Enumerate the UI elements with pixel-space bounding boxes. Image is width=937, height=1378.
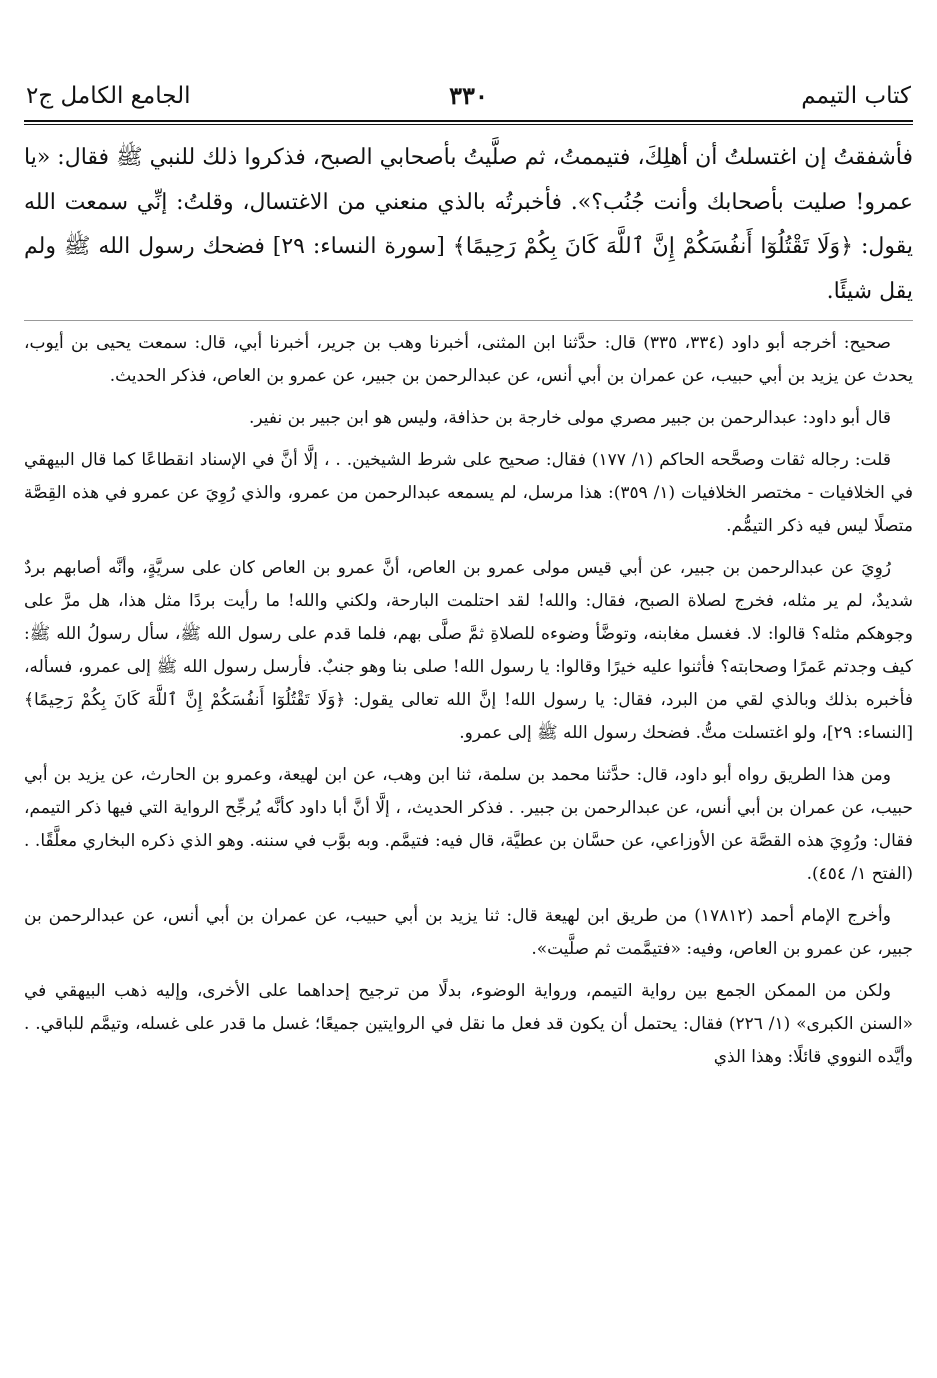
- author-comment-paragraph: قلت: رجاله ثقات وصحَّحه الحاكم (١/ ١٧٧) فقال: صحيح على شرط الشيخين. . ، إلَّا أنَّ في الإسناد انقطاعًا كما قال البيهقي في الخلافيات - مختصر الخلافيات (١/ ٣٥٩): هذا مرسل، لم يسمعه عبدالرحمن من عمرو، والذي رُوِيَ عن عمرو في هذه القِصَّة متصلًا ليس فيه ذكر التيمُّم.: [24, 450, 913, 536]
- chain-paragraph: ومن هذا الطريق رواه أبو داود، قال: حدَّثنا محمد بن سلمة، ثنا ابن وهب، عن ابن لهيعة، وعمرو بن الحارث، عن يزيد بن أبي حبيب، عن عمران بن أبي أنس، عن عبدالرحمن بن جبير. . فذكر الحديث، ، إلَّا أنَّ أبا داود كأنَّه يُرجِّح الرواية التي فيها ذكر التيمم، فقال: ورُوِيَ هذه القصَّة عن الأوزاعي، عن حسَّان بن عطيَّة، قال فيه: فتيمَّم. وبه بوَّب في سننه. وهو الذي ذكره البخاري معلَّقًا. . (الفتح ١/ ٤٥٤).: [24, 765, 913, 884]
- header-rule-thick: [24, 120, 913, 122]
- takhrij-paragraph: صحيح: أخرجه أبو داود (٣٣٤، ٣٣٥) قال: حدَّثنا ابن المثنى، أخبرنا وهب بن جرير، أخبرنا أبي، قال: سمعت يحيى بن أيوب، يحدث عن يزيد بن أبي حبيب، عن عمران بن أبي أنس، عن عبدالرحمن بن جبير، عن عمرو بن العاص، فذكر الحديث.: [24, 333, 913, 386]
- page-number: ٣٣٠: [449, 81, 488, 110]
- abu-dawud-note: قال أبو داود: عبدالرحمن بن جبير مصري مولى خارجة بن حذافة، وليس هو ابن جبير بن نفير.: [249, 408, 891, 428]
- running-head-title: الجامع الكامل ج٢: [26, 83, 191, 109]
- page-header: [26, 78, 911, 114]
- ahmad-paragraph: وأخرج الإمام أحمد (١٧٨١٢) من طريق ابن لهيعة قال: ثنا يزيد بن أبي حبيب، عن عمران بن أبي أنس، عن عبدالرحمن بن جبير، عن عمرو بن العاص، وفيه: «فتيمَّمت ثم صلَّيت».: [24, 906, 913, 959]
- hadith-text: فأشفقتُ إن اغتسلتُ أن أهلِكَ، فتيممتُ، ثم صلَّيتُ بأصحابي الصبح، فذكروا ذلك للنبي ﷺ فقال: «يا عمرو! صليت بأصحابك وأنت جُنُب؟». فأخبرتُه بالذي منعني من الاغتسال، وقلتُ: إنِّي سمعت الله يقول: ﴿وَلَا تَقْتُلُوٓا أَنفُسَكُمْ إِنَّ ٱللَّهَ كَانَ بِكُمْ رَحِيمًا﴾ [سورة النساء: ٢٩] فضحك رسول الله ﷺ ولم يقل شيئًا.: [24, 145, 913, 304]
- section-divider: [24, 320, 913, 321]
- page-body: [24, 136, 913, 1083]
- narration-paragraph: رُوِيَ عن عبدالرحمن بن جبير، عن أبي قيس مولى عمرو بن العاص، أنَّ عمرو بن العاص كان على سريَّةٍ، وأنَّه أصابهم بردٌ شديدٌ، لم ير مثله، فخرج لصلاة الصبح، فقال: والله! لقد احتلمت البارحة، ولكني والله! ما رأيت بردًا مثل هذا، هل مرَّ على وجوهكم مثله؟ قالوا: لا. فغسل مغابنه، وتوضَّأ وضوءه للصلاةِ ثمَّ صلَّى بهم، فلما قدم على رسول الله ﷺ، سأل رسولُ الله ﷺ: كيف وجدتم عَمرًا وصحابته؟ فأثنوا عليه خيرًا وقالوا: يا رسول الله! صلى بنا وهو جنبٌ. فأرسل رسول الله ﷺ إلى عمرو، فسأله، فأخبره بذلك وبالذي لقي من البرد، فقال: يا رسول الله! إنَّ الله تعالى يقول: ﴿وَلَا تَقْتُلُوٓا أَنفُسَكُمْ إِنَّ ٱللَّهَ كَانَ بِكُمْ رَحِيمًا﴾ [النساء: ٢٩]، ولو اغتسلت متُّ. فضحك رسول الله ﷺ إلى عمرو.: [24, 558, 913, 743]
- reconciliation-paragraph: ولكن من الممكن الجمع بين رواية التيمم، ورواية الوضوء، بدلًا من ترجيح إحداهما على الأخرى، وإليه ذهب البيهقي في «السنن الكبرى» (١/ ٢٢٦) فقال: يحتمل أن يكون قد فعل ما نقل في الروايتين جميعًا؛ غسل ما قدر على غسله، وتيمَّم للباقي. . وأيَّده النووي قائلًا: وهذا الذي: [24, 981, 913, 1067]
- running-head-section: كتاب التيمم: [801, 83, 911, 109]
- header-rule-thin: [24, 124, 913, 125]
